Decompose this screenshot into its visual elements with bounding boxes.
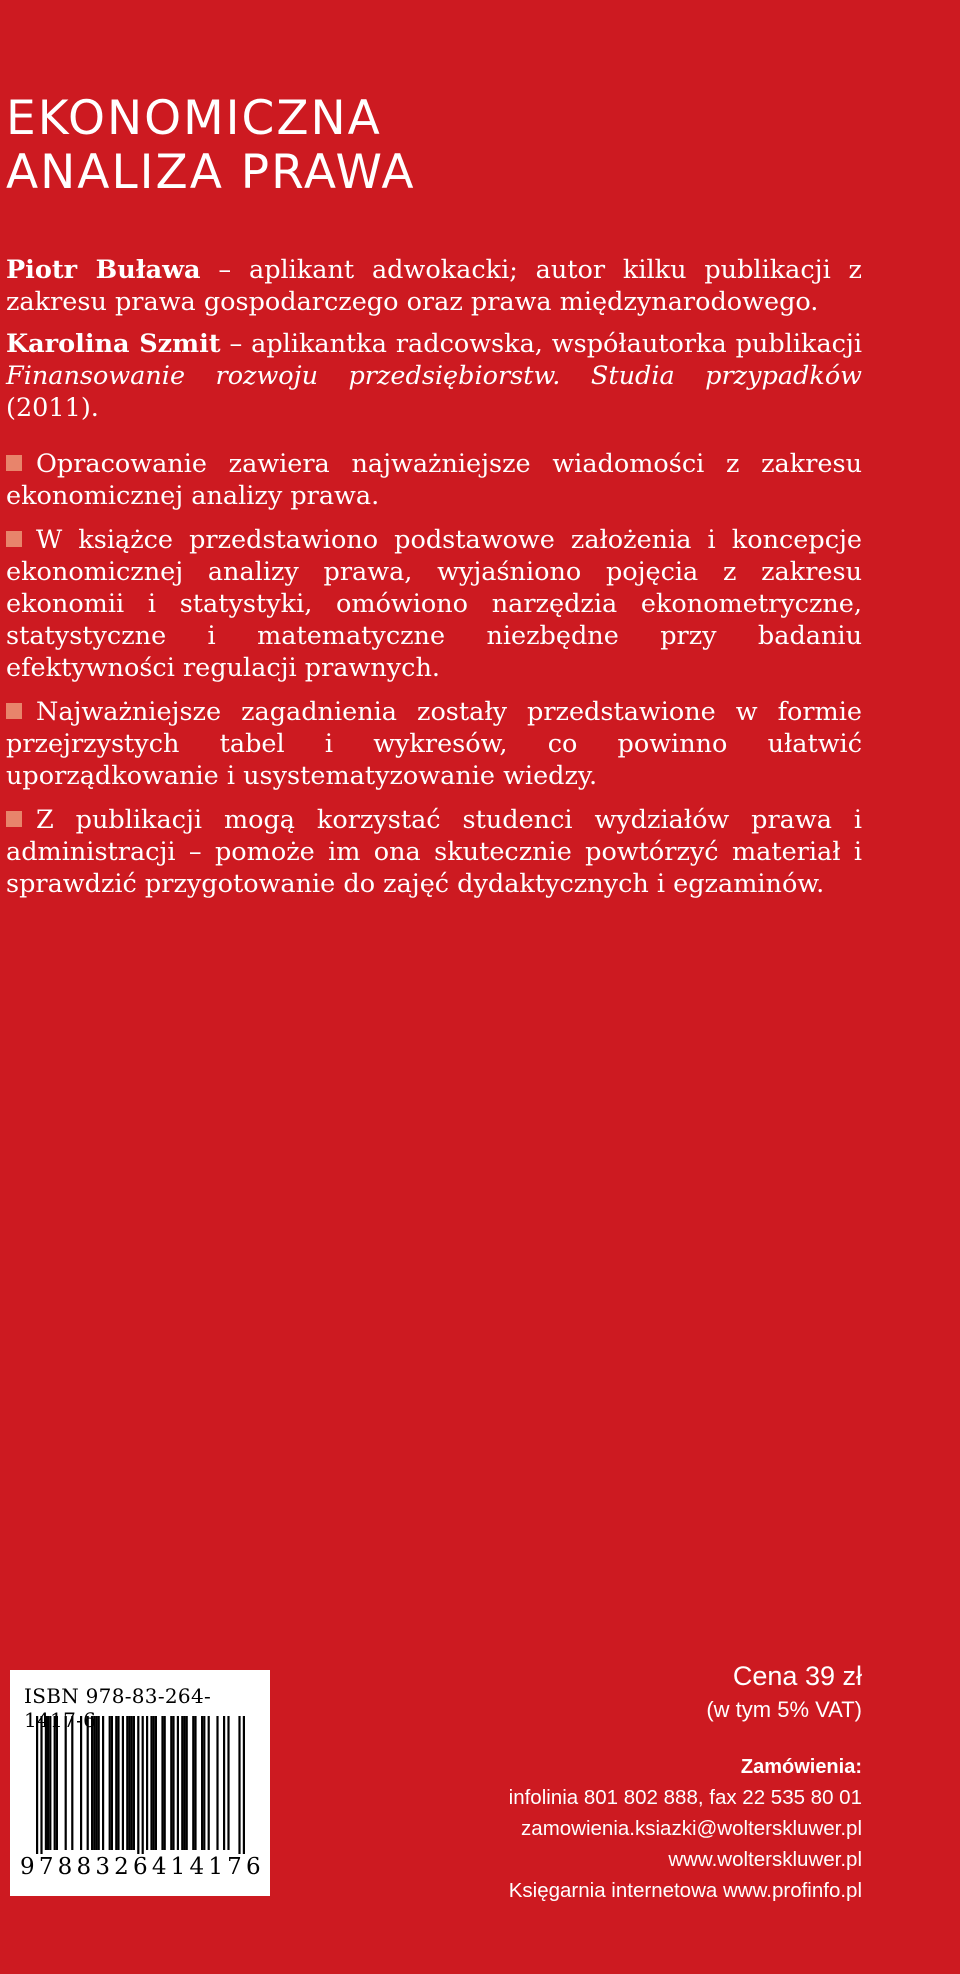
barcode-bar xyxy=(87,1716,89,1850)
ean-digits: 9788326414176 xyxy=(20,1854,265,1880)
barcode-bar xyxy=(128,1716,130,1850)
barcode-bar xyxy=(98,1716,100,1850)
author-bio-text: (2011). xyxy=(6,393,99,423)
list-item xyxy=(6,524,862,684)
barcode-bar xyxy=(40,1716,42,1866)
author-bio-text: – aplikant adwokacki; autor kilku publikacji z zakresu prawa gospodarczego oraz prawa międzynarodowego. xyxy=(6,255,862,317)
author-name: Karolina Szmit xyxy=(6,329,221,359)
square-bullet-icon xyxy=(6,531,22,547)
barcode-bar xyxy=(161,1716,163,1850)
barcode-bar xyxy=(126,1716,128,1850)
barcode-bar xyxy=(142,1716,144,1866)
list-item-text: Najważniejsze zagadnienia zostały przedstawione w formie przejrzystych tabel i wykresów, co powinno ułatwić uporządkowanie i usystematyzowanie wiedzy. xyxy=(6,697,862,791)
barcode-bar xyxy=(71,1716,73,1850)
barcode-bar xyxy=(208,1716,210,1850)
barcode-bar xyxy=(194,1716,196,1850)
barcode-bar xyxy=(111,1716,113,1850)
list-item-text: Z publikacji mogą korzystać studenci wydziałów prawa i administracji – pomoże im ona skutecznie powtórzyć materiał i sprawdzić przygotowanie do zajęć dydaktycznych i egzaminów. xyxy=(6,805,862,899)
barcode-bar xyxy=(49,1716,51,1850)
barcode-bar xyxy=(181,1716,183,1850)
barcode-bar xyxy=(155,1716,157,1850)
barcode-bar xyxy=(91,1716,93,1850)
author-bio-text: – aplikantka radcowska, współautorka publikacji xyxy=(220,329,862,359)
barcode-bar xyxy=(54,1716,56,1850)
barcode-bar xyxy=(45,1716,47,1850)
barcode-bar xyxy=(133,1716,135,1850)
barcode-bar xyxy=(56,1716,58,1850)
list-item-text: Opracowanie zawiera najważniejsze wiadomości z zakresu ekonomicznej analizy prawa. xyxy=(6,449,862,511)
barcode-bar xyxy=(137,1716,139,1866)
order-phone-fax: infolinia 801 802 888, fax 22 535 80 01 xyxy=(508,1786,862,1809)
description-block xyxy=(6,254,862,900)
barcode-bar xyxy=(170,1716,172,1850)
barcode-bar xyxy=(183,1716,185,1850)
barcode-bar xyxy=(172,1716,174,1850)
orders-heading: Zamówienia: xyxy=(740,1756,862,1778)
barcode-bar xyxy=(146,1716,148,1850)
barcode-bar xyxy=(201,1716,203,1850)
barcode-bar xyxy=(153,1716,155,1850)
author-bio xyxy=(6,254,862,318)
barcode-bar xyxy=(80,1716,82,1850)
barcode-bar xyxy=(36,1716,38,1866)
barcode-bar xyxy=(109,1716,111,1850)
barcode-bar xyxy=(131,1716,133,1850)
barcode-bar xyxy=(223,1716,225,1850)
list-item xyxy=(6,804,862,900)
square-bullet-icon xyxy=(6,811,22,827)
vat-note: (w tym 5% VAT) xyxy=(706,1697,862,1722)
barcode-bar xyxy=(150,1716,152,1850)
list-item-text: W książce przedstawiono podstawowe założenia i koncepcje ekonomicznej analizy prawa, wyjaśniono pojęcia z zakresu ekonomii i statystyki, omówiono narzędzia ekonometryczne, statystyczne i matematyczne niezbędne przy badaniu efektywności regulacji prawnych. xyxy=(6,525,862,683)
barcode-bar xyxy=(243,1716,245,1866)
feature-list xyxy=(6,448,862,900)
barcode-bar xyxy=(47,1716,49,1850)
barcode-bar xyxy=(238,1716,240,1866)
barcode-bar xyxy=(122,1716,124,1850)
barcode-bar xyxy=(117,1716,119,1850)
book-title xyxy=(6,92,416,200)
isbn-number: ISBN 978-83-264-1417-6 xyxy=(24,1684,212,1732)
title-line-2: ANALIZA PRAWA xyxy=(6,145,416,200)
barcode-bar xyxy=(216,1716,218,1850)
price: Cena 39 zł xyxy=(732,1661,862,1691)
online-bookstore: Księgarnia internetowa www.profinfo.pl xyxy=(508,1879,862,1902)
barcode-bar xyxy=(192,1716,194,1850)
publication-title: Finansowanie rozwoju przedsiębiorstw. Studia przypadków xyxy=(6,361,862,391)
title-line-1: EKONOMICZNA xyxy=(6,91,382,146)
barcode-bar xyxy=(65,1716,67,1850)
square-bullet-icon xyxy=(6,703,22,719)
list-item xyxy=(6,696,862,792)
barcode-bar xyxy=(177,1716,179,1850)
barcode-bar xyxy=(203,1716,205,1850)
publisher-website: www.wolterskluwer.pl xyxy=(668,1848,862,1871)
barcode-bar xyxy=(102,1716,104,1850)
order-email: zamowienia.ksiazki@wolterskluwer.pl xyxy=(521,1817,862,1840)
list-item xyxy=(6,448,862,512)
barcode-bar xyxy=(93,1716,95,1850)
barcode-bar xyxy=(227,1716,229,1850)
price-and-orders xyxy=(509,1658,862,1906)
square-bullet-icon xyxy=(6,455,22,471)
isbn-barcode xyxy=(10,1670,270,1896)
author-bio xyxy=(6,328,862,424)
barcode-bar xyxy=(164,1716,166,1850)
author-name: Piotr Buława xyxy=(6,255,201,285)
barcode-bar xyxy=(95,1716,97,1850)
barcode-bar xyxy=(115,1716,117,1850)
barcode-bar xyxy=(186,1716,188,1850)
